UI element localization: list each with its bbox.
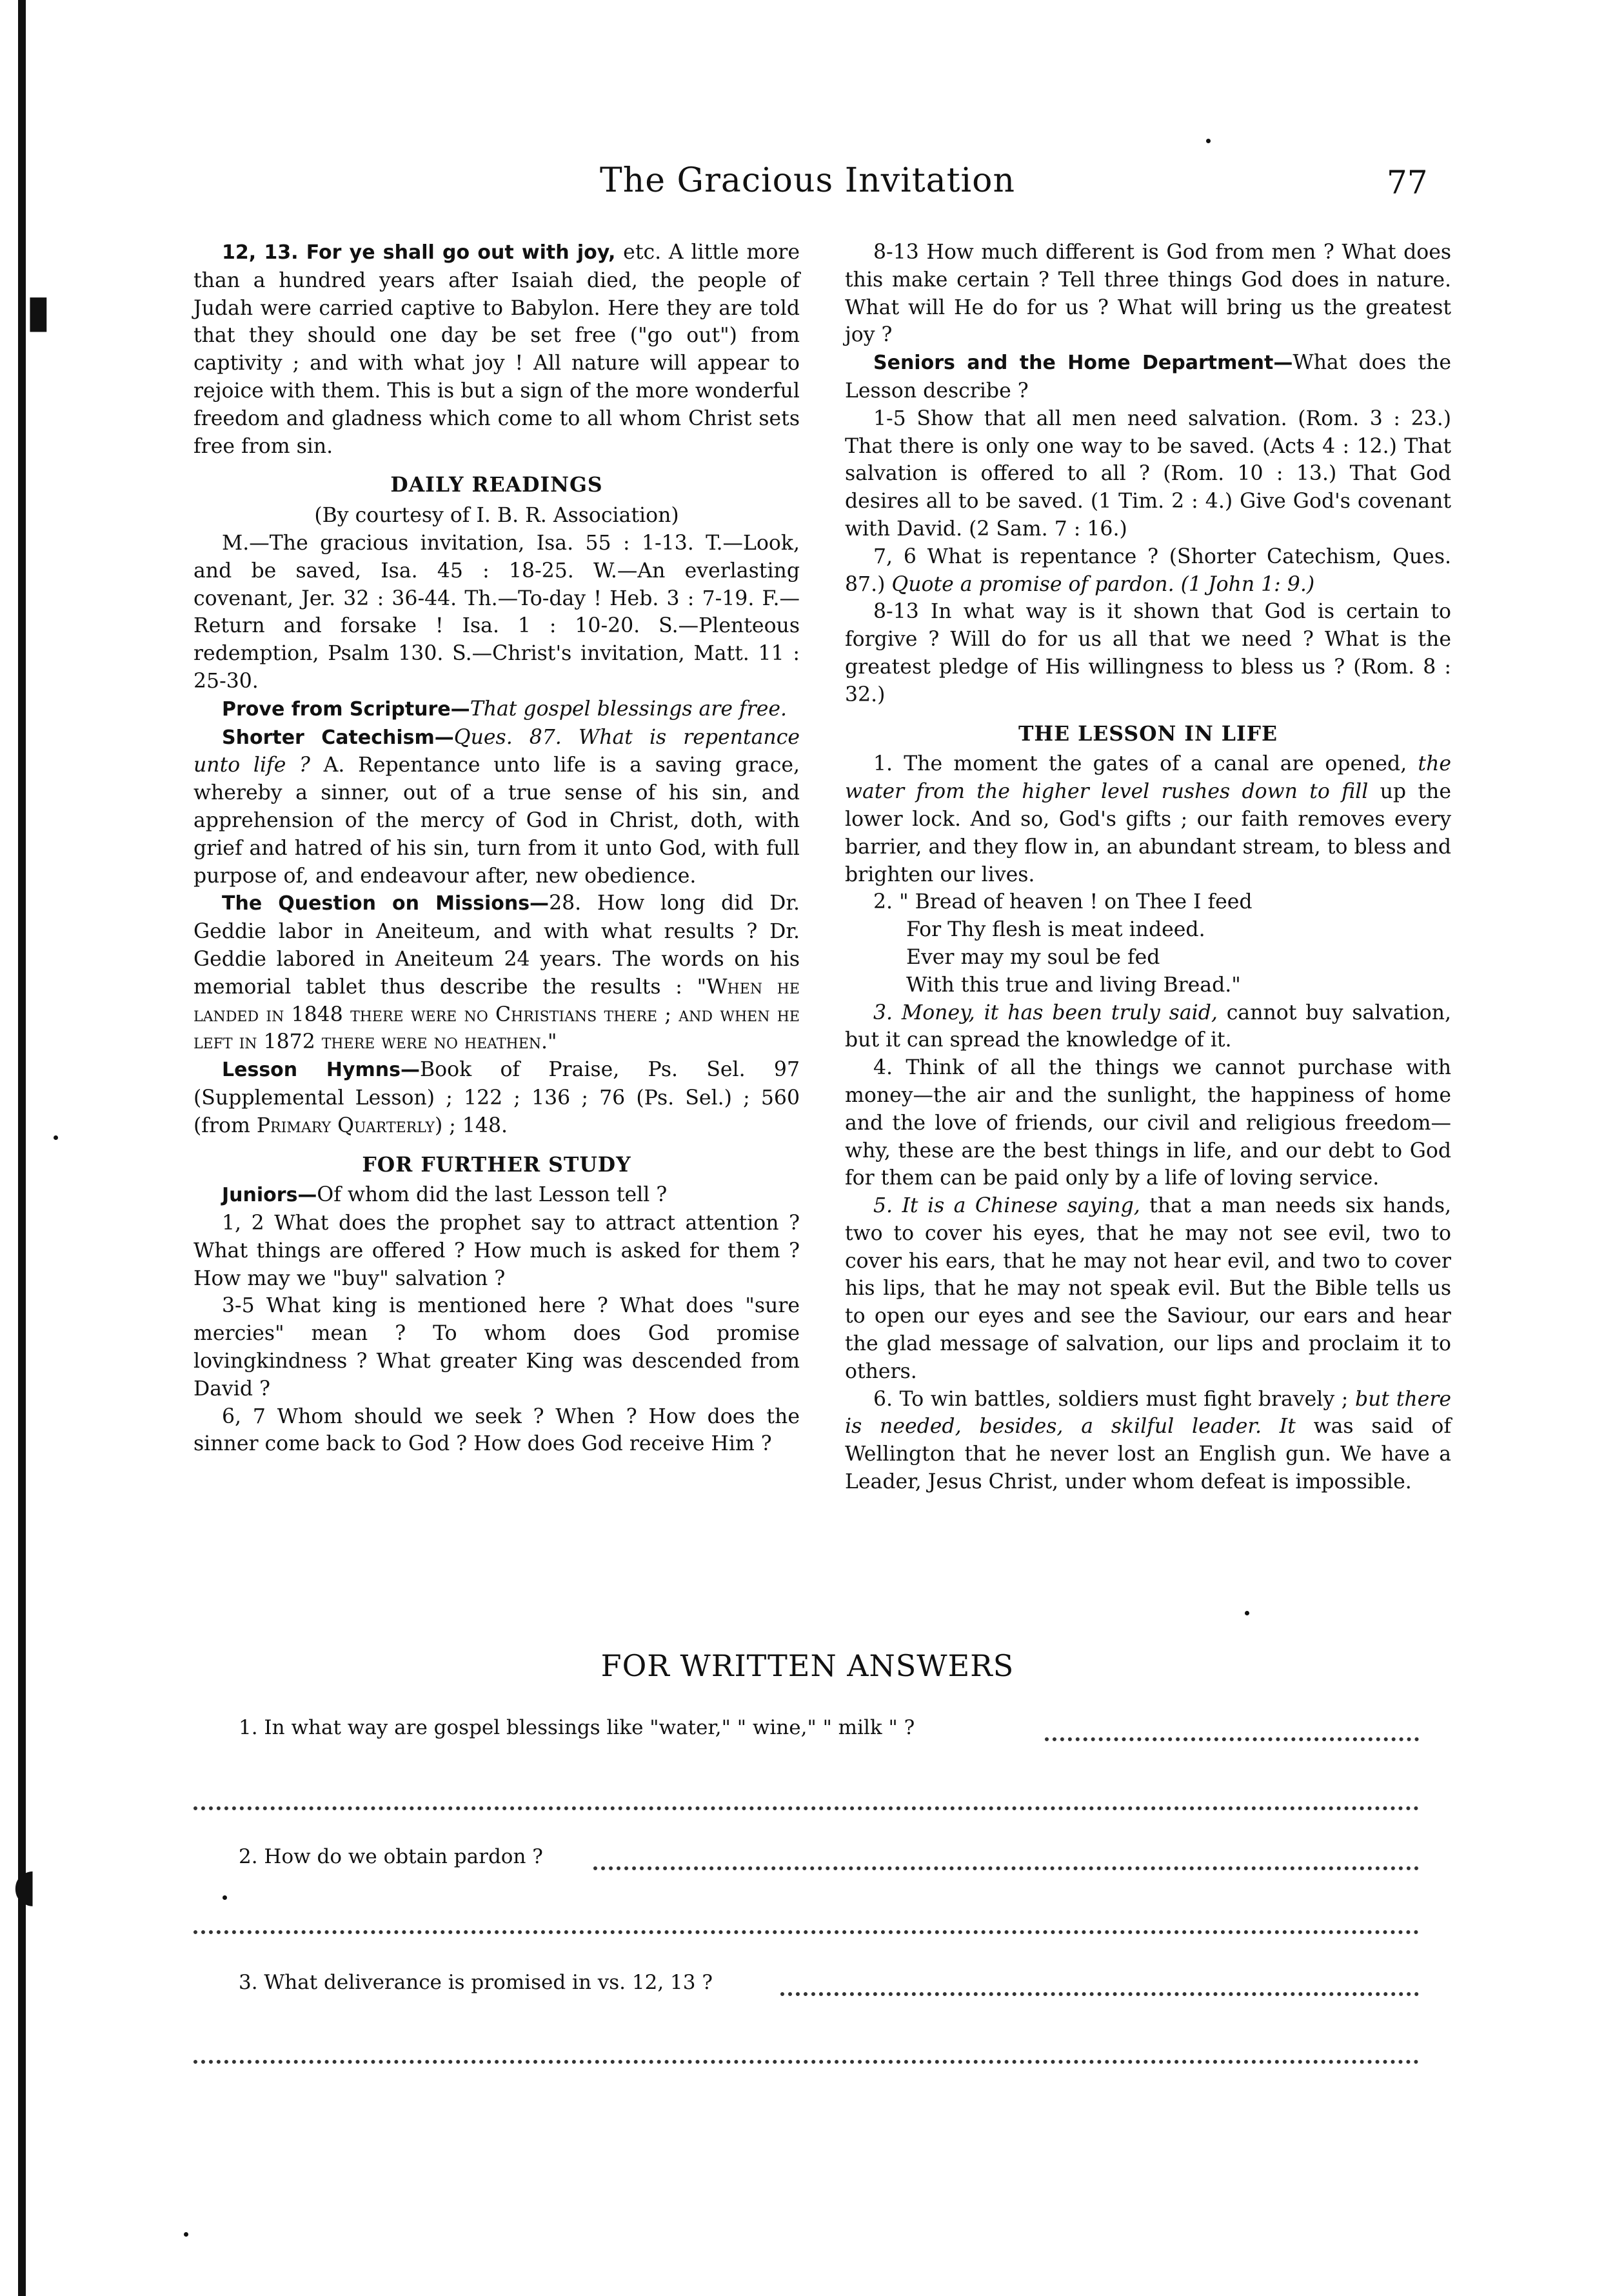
juniors-intro: Juniors—Of whom did the last Lesson tell ? xyxy=(222,1183,668,1207)
daily-readings-heading: DAILY READINGS xyxy=(390,473,603,497)
binding-mark: ◖ xyxy=(13,1858,37,1912)
answer-line[interactable] xyxy=(193,1806,1419,1810)
ink-speck xyxy=(184,2232,188,2237)
verse-note: 12, 13. For ye shall go out with joy, etc. A little more than a hundred years after Isaiah died, the people of Judah were carried captive to Babylon. Here they are told that they should one day be set free ("go out") from captivity ; and with what joy ! All nature will appear to rejoice with them. This is but a sign of the more wonderful freedom and gladness which come to all whom Christ sets free from sin. xyxy=(193,241,800,458)
answer-line[interactable] xyxy=(780,1992,1419,1996)
hymn-line: For Thy flesh is meat indeed. xyxy=(906,918,1205,942)
ink-speck xyxy=(1206,139,1211,143)
hymn-line: With this true and living Bread." xyxy=(906,973,1241,997)
page-number: 77 xyxy=(1387,164,1428,201)
juniors-question: 6, 7 Whom should we seek ? When ? How does the sinner come back to God ? How does God receive Him ? xyxy=(193,1404,800,1456)
seniors-question: 7, 6 What is repentance ? (Shorter Catechism, Ques. 87.) Quote a promise of pardon. (1 John 1: 9.) xyxy=(845,544,1451,596)
written-answers-heading: FOR WRITTEN ANSWERS xyxy=(600,1648,1015,1683)
life-point: 6. To win battles, soldiers must fight bravely ; but there is needed, besides, a skilful leader. It was said of Wellington that he never lost an English gun. We have a Leader, Jesus Christ, under whom defeat is impossible. xyxy=(845,1387,1451,1494)
life-point: 2. " Bread of heaven ! on Thee I feed xyxy=(873,890,1253,914)
binding-edge xyxy=(18,0,26,2296)
answer-line[interactable] xyxy=(193,1930,1419,1934)
life-point: 1. The moment the gates of a canal are opened, the water from the higher level rushes down to fill up the lower lock. And so, God's gifts ; our faith removes every barrier, and they flow in, an abundant stream, to bless and brighten our lives. xyxy=(845,752,1451,886)
written-question: 3. What deliverance is promised in vs. 12, 13 ? xyxy=(239,1971,713,1994)
hymn-line: Ever may my soul be fed xyxy=(906,945,1160,969)
prove-from-scripture: Prove from Scripture—That gospel blessings are free. xyxy=(222,697,788,721)
readings-text: M.—The gracious invitation, Isa. 55 : 1-13. T.—Look, and be saved, Isa. 45 : 18-25. W.—An everlasting covenant, Jer. 32 : 36-44. Th.—To-day ! Heb. 3 : 7-19. F.—Return and forsake ! Isa. 1 : 10-20. S.—Plenteous redemption, Psalm 130. S.—Christ's invitation, Matt. 11 : 25-30. xyxy=(193,531,800,693)
lesson-in-life-heading: THE LESSON IN LIFE xyxy=(1018,721,1278,746)
binding-mark: ▮ xyxy=(26,284,51,337)
written-question: 1. In what way are gospel blessings like "water," " wine," " milk " ? xyxy=(239,1716,915,1739)
left-column xyxy=(193,239,800,1458)
juniors-question: 8-13 How much different is God from men ? What does this make certain ? Tell three things God does in nature. What will He do for us ? What will bring us the greatest joy ? xyxy=(845,241,1451,347)
running-title: The Gracious Invitation xyxy=(600,161,1015,200)
lesson-hymns: Lesson Hymns—Book of Praise, Ps. Sel. 97 (Supplemental Lesson) ; 122 ; 136 ; 76 (Ps. Sel.) ; 560 (from Primary Quarterly) ; 148. xyxy=(193,1058,800,1137)
seniors-intro: Seniors and the Home Department—What does the Lesson describe ? xyxy=(845,351,1451,403)
juniors-question: 1, 2 What does the prophet say to attract attention ? What things are offered ? How much is asked for them ? How may we "buy" salvation ? xyxy=(193,1212,800,1290)
written-question: 2. How do we obtain pardon ? xyxy=(239,1845,543,1868)
life-point: 3. Money, it has been truly said, cannot buy salvation, but it can spread the knowledge of it. xyxy=(845,1001,1451,1052)
juniors-question: 3-5 What king is mentioned here ? What does "sure mercies" mean ? To whom does God promise lovingkindness ? What greater King was descended from David ? xyxy=(193,1294,800,1401)
ink-speck xyxy=(54,1135,58,1140)
life-point: 5. It is a Chinese saying, that a man needs six hands, two to cover his eyes, that he may not see evil, two to cover his ears, that he may not hear evil, and two to cover his lips, that he may not speak evil. But the Bible tells us to open our eyes and see the Saviour, our ears and hear the glad message of salvation, our lips and proclaim it to others. xyxy=(845,1194,1451,1383)
missions-question: The Question on Missions—28. How long did Dr. Geddie labor in Aneiteum, and with what results ? Dr. Geddie labored in Aneiteum 24 years. The words on his memorial tablet thus describe the results : "When he landed in 1848 there were no Christians there ; and when he left in 1872 there were no heathen." xyxy=(193,892,800,1054)
ink-speck xyxy=(223,1895,227,1900)
further-study-heading: FOR FURTHER STUDY xyxy=(362,1152,631,1177)
answer-line[interactable] xyxy=(1045,1737,1419,1741)
right-column xyxy=(845,239,1451,1496)
ink-speck xyxy=(1245,1611,1249,1615)
readings-credit: (By courtesy of I. B. R. Association) xyxy=(314,504,679,528)
answer-line[interactable] xyxy=(593,1866,1419,1870)
seniors-question: 8-13 In what way is it shown that God is certain to forgive ? Will do for us all that we need ? What is the greatest pledge of His willingness to bless us ? (Rom. 8 : 32.) xyxy=(845,600,1451,706)
answer-line[interactable] xyxy=(193,2060,1419,2064)
shorter-catechism: Shorter Catechism—Ques. 87. What is repentance unto life ? A. Repentance unto life is a saving grace, whereby a sinner, out of a true sense of his sin, and apprehension of the mercy of God in Christ, doth, with grief and hatred of his sin, turn from it unto God, with full purpose of, and endeavour after, new obedience. xyxy=(193,725,800,888)
seniors-question: 1-5 Show that all men need salvation. (Rom. 3 : 23.) That there is only one way to be saved. (Acts 4 : 12.) That salvation is offered to all ? (Rom. 10 : 13.) That God desires all to be saved. (1 Tim. 2 : 4.) Give God's covenant with David. (2 Sam. 7 : 16.) xyxy=(845,406,1451,541)
life-point: 4. Think of all the things we cannot purchase with money—the air and the sunlight, the happiness of home and the love of friends, our civil and religious freedom—why, these are the best things in life, and our debt to God for them can be paid only by a life of loving service. xyxy=(845,1056,1451,1190)
